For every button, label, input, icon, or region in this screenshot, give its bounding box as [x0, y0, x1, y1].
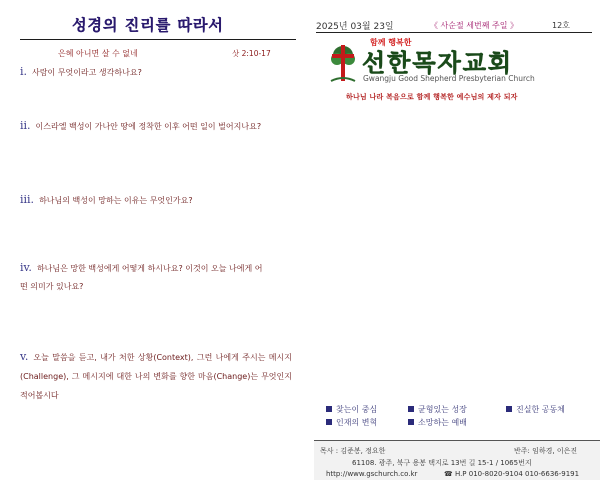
question-3: [20, 190, 292, 210]
question-text: 사람이 무엇이라고 생각하나요?: [32, 68, 142, 77]
accompanists: 반주: 임하경, 이은진: [514, 447, 578, 455]
question-number: iii.: [20, 193, 35, 206]
scripture-reference: 삿 2:10-17: [232, 49, 271, 58]
square-bullet-icon: [326, 406, 332, 412]
cross-logo-icon: [328, 41, 358, 83]
question-text: 이스라엘 백성이 가나안 땅에 정착한 이후 어떤 일이 벌어지나요?: [35, 122, 262, 131]
question-number: i.: [20, 65, 28, 78]
bulletin-column: [306, 0, 600, 501]
header-divider: [316, 32, 592, 33]
question-text: 떤 의미가 있나요?: [20, 282, 84, 291]
issue-number: 12호: [552, 21, 570, 30]
sermon-title: 은혜 아니면 살 수 없네: [58, 49, 138, 58]
church-website[interactable]: http://www.gschurch.co.kr: [326, 470, 418, 478]
value-item: 진실한 공동체: [506, 404, 565, 415]
value-item: 찾는이 중심: [326, 404, 377, 415]
church-english-name: Gwangju Good Shepherd Presbyterian Church: [363, 74, 535, 83]
question-text: 오늘 말씀을 듣고, 내가 처한 상황(Context), 그런 나에게 주시는 메시지(Challenge), 그 메시지에 대한 나의 변화를 향한 마음(Change)는 무엇인지 적어봅시다: [20, 353, 292, 400]
question-5: [20, 347, 292, 405]
church-name: 선한목자교회: [362, 49, 514, 77]
question-number: iv.: [20, 261, 32, 274]
square-bullet-icon: [326, 419, 332, 425]
bulletin-date: 2025년 03월 23일: [316, 22, 394, 32]
question-text: 하나님은 망한 백성에게 어떻게 하시나요? 이것이 오늘 나에게 어: [36, 264, 263, 273]
square-bullet-icon: [408, 419, 414, 425]
question-4-continued: [20, 277, 292, 296]
church-address: 61108. 광주, 북구 용봉 택지로 13번 길 15-1 / 1065번지: [352, 459, 532, 467]
value-item: 소망하는 예배: [408, 417, 467, 428]
worksheet-title: 성경의 진리를 따라서: [72, 16, 224, 34]
question-2: [20, 116, 292, 136]
title-divider: [20, 39, 296, 40]
logo-tagline: 함께 행복한: [370, 38, 412, 47]
square-bullet-icon: [408, 406, 414, 412]
value-item: 인재의 변혁: [326, 417, 377, 428]
question-1: [20, 62, 292, 82]
square-bullet-icon: [506, 406, 512, 412]
question-number: ii.: [20, 119, 31, 132]
worksheet-column: [0, 0, 296, 501]
bulletin-footer: [314, 440, 600, 480]
church-motto: 하나님 나라 복음으로 함께 행복한 예수님의 제자 되자: [346, 93, 518, 101]
question-text: 하나님의 백성이 망하는 이유는 무엇인가요?: [39, 196, 193, 205]
church-phone: ☎ H.P 010-8020-9104 010-6636-9191: [444, 470, 580, 478]
pastors: 목사 : 김준봉, 정요한: [320, 447, 386, 455]
question-4: [20, 258, 292, 278]
question-number: v.: [20, 350, 29, 363]
value-item: 균형있는 성장: [408, 404, 467, 415]
liturgical-sunday: 《 사순절 세번째 주일 》: [430, 21, 518, 30]
